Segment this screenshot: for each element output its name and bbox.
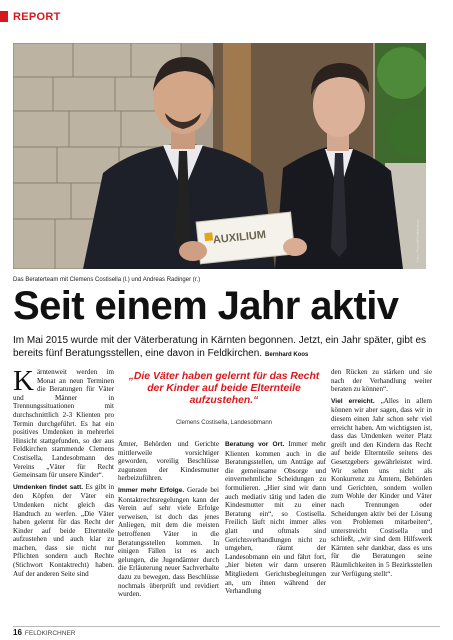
section-label-text: REPORT — [13, 10, 61, 23]
lead-text: Im Mai 2015 wurde mit der Väterberatung in Kärnten begonnen. Jetzt, ein Jahr später, gibt es bereits fünf Beratungsstellen, eine davon in Feldkirchen. — [13, 335, 427, 359]
page-footer — [13, 628, 75, 637]
pull-quote: „Die Väter haben gelernt für das Recht der Kinder auf beide Elternteile aufzustehen.“ — [128, 371, 320, 406]
paragraph: Es gibt in den Köpfen der Väter ein Umdenken nicht gleich das Handtuch zu werfen. „Die Väter haben gelernt für das Recht der Kinder auf beide Elternteile aufzustehen und auch klar zu machen, dass sie nicht nur Pflichten sondern auch Rechte (Stichwort Kontaktrecht) haben. Auf der anderen Seite sind — [13, 482, 114, 578]
article-photo — [13, 43, 426, 269]
sign-text: AUXILIUM — [212, 228, 267, 247]
subheading: Beratung vor Ort. — [225, 441, 285, 448]
subheading: Viel erreicht. — [331, 397, 375, 405]
pull-quote-attribution: Clemens Costisella, Landesobmann — [175, 420, 273, 426]
author-byline: Bernhard Koos — [265, 352, 309, 358]
drop-cap: K — [13, 365, 34, 397]
photo-illustration — [13, 43, 426, 269]
paragraph: den Rücken zu stärken und sie nach der Verhandlung weiter beraten zu können“. — [331, 368, 432, 394]
subheading: Immer mehr Erfolge. — [118, 486, 185, 494]
article-headline: Seit einem Jahr aktiv — [13, 284, 399, 328]
article-column-1 — [13, 365, 114, 578]
article-lead — [13, 334, 428, 362]
subheading: Umdenken findet satt. — [13, 483, 84, 491]
footer-divider — [13, 626, 440, 627]
paragraph: Ämter, Behörden und Gerichte mittlerweile vorsichtiger geworden, voreilig Beschlüsse zugunsten der Kindesmutter herbeizuführen. — [118, 440, 219, 483]
paragraph: Gerade bei Kontaktrechtsregelungen kann der Verein auf sehr viele Erfolge verweisen, ist doch das jenes Anliegen, mit dem die meisten betroffenen Väter in die Beratungsstellen kommen. In einigen Fällen ist es auch gelungen, die Jugendämter durch die Erläuterung neuer Sachverhalte dazu zu bewegen, dass Beschlüsse nochmals überprüft und revidiert wurden. — [118, 485, 219, 599]
paragraph: Immer mehr Klienten kommen auch in die Beratungsstellen, um Anträge auf die gemeinsame Obsorge und einvernehmliche Scheidungen zu formulieren. „Hier sind wir dann auch mediativ tätig und laden die Kindesmutter mit zu einer Beratung ein“, so Costisella. Freilich läuft nicht immer alles glatt und oftmals sind Gerichtsverhandlungen nicht zu umgehen, räumt der Landesobmann ein und fährt fort, „hier bieten wir dann unseren Mitgliedern Gerichtsbegleitungen an, um ihnen während der Verhandlung — [225, 440, 326, 596]
paragraph: ärntenweit werden im Monat an neun Terminen die Beratungen für Väter und Männer in Trennungssituationen mit durchschnittlich 2-3 Klienten pro Termin durchgeführt. Es hat ein positives Umdenken in mehrerlei Hinsicht stattgefunden, so der aus Feldkirchen stammende Clemens Costisella, Landesobmann des Vereins „Väter für Recht Gemeinsam für unsere Kinder“. — [13, 368, 114, 480]
paragraph: „Alles in allem können wir aber sagen, dass wir in diesem einen Jahr schon sehr viel erreicht haben. Am wichtigsten ist, dass das Umdenken weiter Platz greift und den Kindern das Recht auf beide Elternteile seitens des Gesetzgebers gewährleistet wird. Wir sehen uns nicht als Konkurrenz zu Ämtern, Behörden und Gerichten, sondern wollen zum Wohle der Kinder und Väter nach Trennungen oder Scheidungen aktiv bei der Lösung von Problemen mitarbeiten“, unterstreicht Costisella und schließt, „wir sind dem Hilfswerk Kärnten sehr dankbar, dass es uns für die Beratungen seine Räumlichkeiten in 5 Bezirksstellen zur Verfügung stellt“. — [331, 396, 432, 578]
section-marker — [0, 11, 8, 22]
article-column-2 — [118, 440, 219, 599]
section-label — [0, 8, 61, 25]
photo-credit: Foto: Privat/Feldkirchner — [415, 219, 420, 263]
article-column-4 — [331, 368, 432, 578]
page-number: 16 — [13, 628, 22, 637]
photo-caption: Das Beraterteam mit Clemens Costisella (l.) und Andreas Radinger (r.) — [13, 277, 201, 283]
publication-name: FELDKIRCHNER — [24, 630, 76, 637]
article-column-3 — [225, 440, 326, 596]
